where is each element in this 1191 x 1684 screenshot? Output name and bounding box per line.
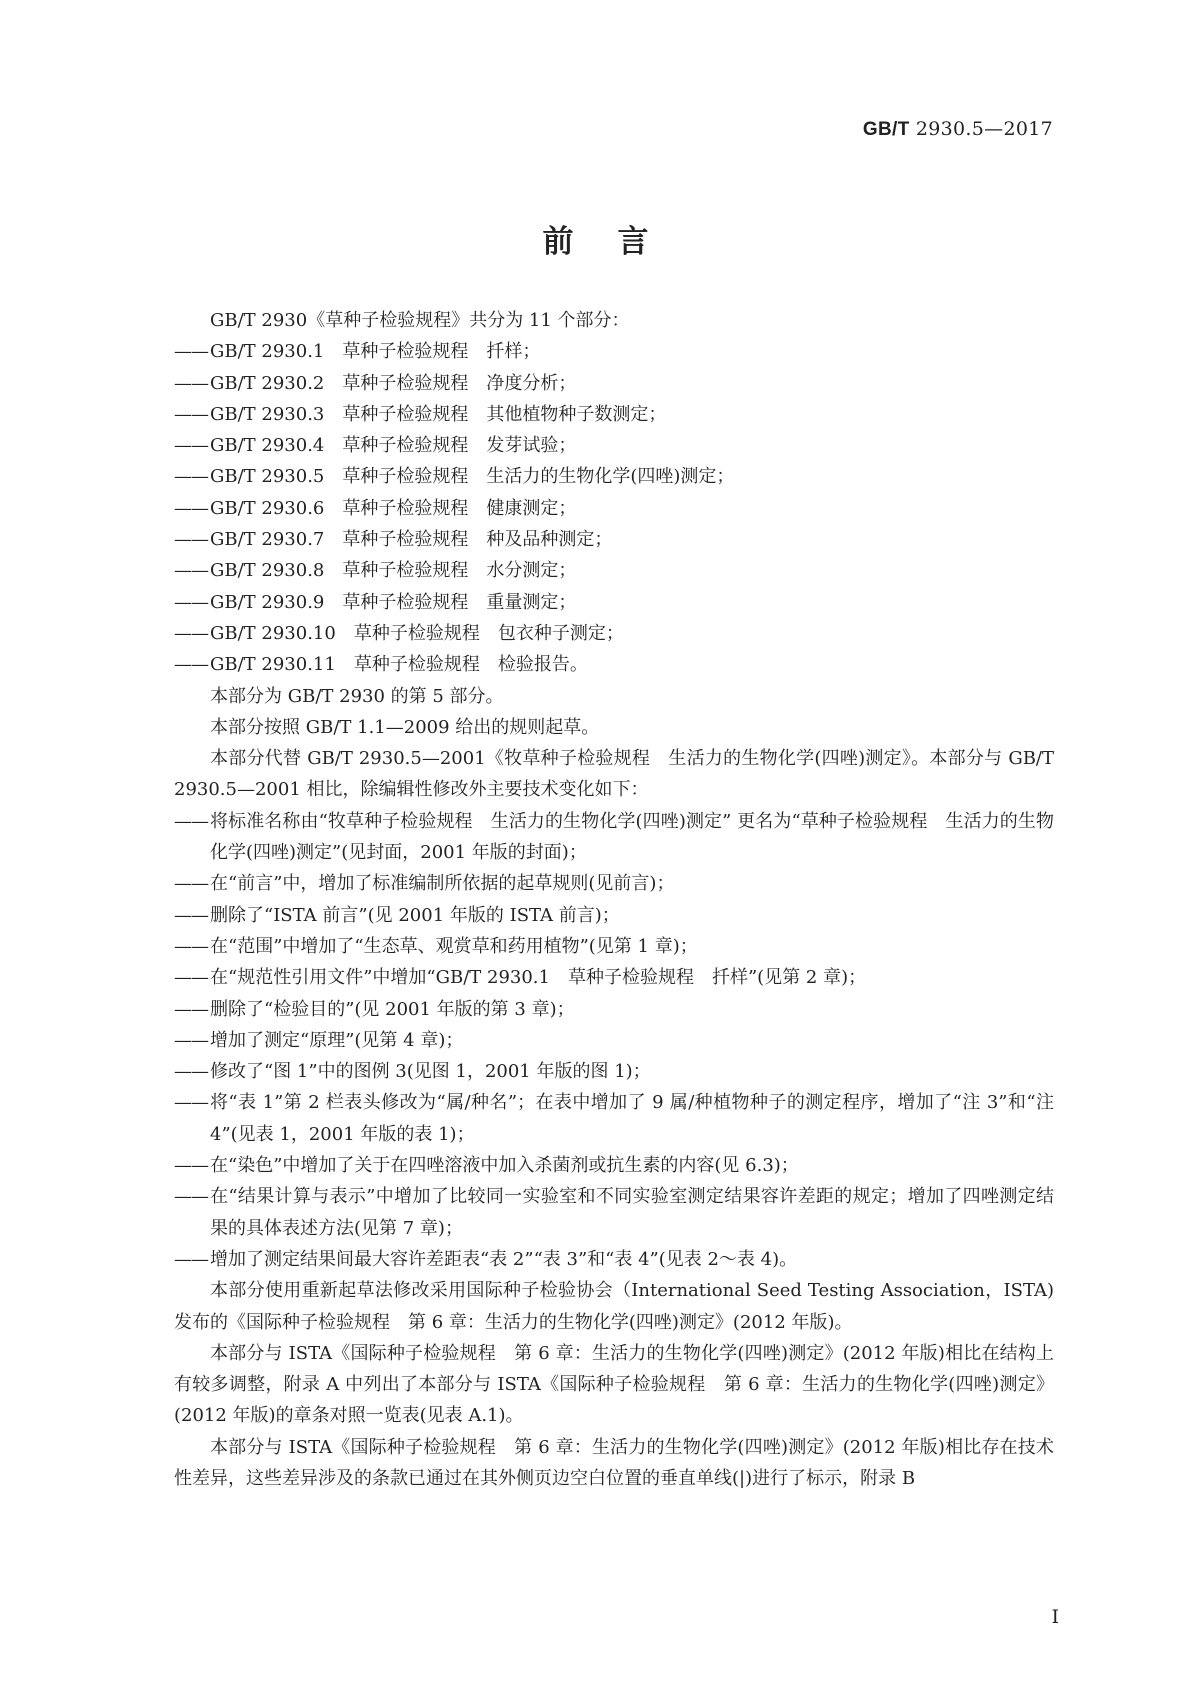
dash-mark: —— bbox=[174, 967, 208, 989]
dash-mark: —— bbox=[174, 654, 208, 676]
dash-mark: —— bbox=[174, 935, 208, 957]
dash-mark: —— bbox=[174, 622, 208, 644]
list-item: —— 在“范围”中增加了“生态草、观赏草和药用植物”(见第 1 章)； bbox=[174, 931, 1054, 962]
dash-mark: —— bbox=[174, 529, 208, 551]
foreword-body bbox=[174, 305, 1054, 1494]
intro-paragraph: GB/T 2930《草种子检验规程》共分为 11 个部分： bbox=[210, 310, 630, 331]
list-item: —— GB/T 2930.11 草种子检验规程 检验报告。 bbox=[174, 649, 1054, 680]
ista-structure-paragraph: 本部分与 ISTA《国际种子检验规程 第 6 章：生活力的生物化学(四唑)测定》(2012 年版)相比在结构上有较多调整，附录 A 中列出了本部分与 ISTA《国际种子检验规程 第 6 章：生活力的生物化学(四唑)测定》(2012 年版)的章条对照一览表(见表 A.1)。 bbox=[174, 1342, 1054, 1427]
dash-mark: —— bbox=[174, 1029, 208, 1051]
dash-mark: —— bbox=[174, 591, 208, 613]
list-item: —— GB/T 2930.9 草种子检验规程 重量测定； bbox=[174, 587, 1054, 618]
dash-mark: —— bbox=[174, 1248, 208, 1270]
dash-mark: —— bbox=[174, 810, 208, 832]
list-item: —— 增加了测定结果间最大容许差距表“表 2”“表 3”和“表 4”(见表 2～表 4)。 bbox=[174, 1244, 1054, 1275]
ista-adopt-paragraph: 本部分使用重新起草法修改采用国际种子检验协会（International Seed Testing Association，ISTA)发布的《国际种子检验规程 第 6 章：生活力的生物化学(四唑)测定》(2012 年版)。 bbox=[174, 1280, 1054, 1333]
list-item: —— 在“结果计算与表示”中增加了比较同一实验室和不同实验室测定结果容许差距的规定；增加了四唑测定结果的具体表述方法(见第 7 章)； bbox=[174, 1181, 1054, 1244]
list-item: —— 将标准名称由“牧草种子检验规程 生活力的生物化学(四唑)测定” 更名为“草种子检验规程 生活力的生物化学(四唑)测定”(见封面，2001 年版的封面)； bbox=[174, 806, 1054, 869]
parts-list bbox=[174, 336, 1054, 680]
dash-mark: —— bbox=[174, 560, 208, 582]
dash-mark: —— bbox=[174, 403, 208, 425]
dash-mark: —— bbox=[174, 998, 208, 1020]
list-item: —— 在“规范性引用文件”中增加“GB/T 2930.1 草种子检验规程 扦样”(见第 2 章)； bbox=[174, 962, 1054, 993]
replaces-paragraph: 本部分代替 GB/T 2930.5—2001《牧草种子检验规程 生活力的生物化学(四唑)测定》。本部分与 GB/T 2930.5—2001 相比，除编辑性修改外主要技术变化如下： bbox=[174, 748, 1054, 801]
dash-mark: —— bbox=[174, 341, 208, 363]
page-number: I bbox=[1051, 1606, 1059, 1628]
list-item: —— 删除了“ISTA 前言”(见 2001 年版的 ISTA 前言)； bbox=[174, 900, 1054, 931]
dash-mark: —— bbox=[174, 1061, 208, 1083]
rules-paragraph: 本部分按照 GB/T 1.1—2009 给出的规则起草。 bbox=[210, 716, 600, 738]
page-title: 前言 bbox=[542, 224, 693, 260]
list-item: —— GB/T 2930.7 草种子检验规程 种及品种测定； bbox=[174, 524, 1054, 555]
list-item: —— 将“表 1”第 2 栏表头修改为“属/种名”；在表中增加了 9 属/种植物种子的测定程序，增加了“注 3”和“注 4”(见表 1，2001 年版的表 1)； bbox=[174, 1087, 1054, 1150]
list-item: —— GB/T 2930.6 草种子检验规程 健康测定； bbox=[174, 493, 1054, 524]
dash-mark: —— bbox=[174, 372, 208, 394]
changes-list bbox=[174, 806, 1054, 1275]
dash-mark: —— bbox=[174, 904, 208, 926]
dash-mark: —— bbox=[174, 1092, 208, 1114]
list-item: —— GB/T 2930.4 草种子检验规程 发芽试验； bbox=[174, 430, 1054, 461]
ista-diff-paragraph: 本部分与 ISTA《国际种子检验规程 第 6 章：生活力的生物化学(四唑)测定》(2012 年版)相比存在技术性差异，这些差异涉及的条款已通过在其外侧页边空白位置的垂直单线(|)进行了标示，附录 B bbox=[174, 1436, 1054, 1489]
part-of-paragraph: 本部分为 GB/T 2930 的第 5 部分。 bbox=[210, 685, 504, 707]
list-item: —— GB/T 2930.10 草种子检验规程 包衣种子测定； bbox=[174, 618, 1054, 649]
list-item: —— GB/T 2930.3 草种子检验规程 其他植物种子数测定； bbox=[174, 399, 1054, 430]
list-item: —— GB/T 2930.5 草种子检验规程 生活力的生物化学(四唑)测定； bbox=[174, 461, 1054, 492]
list-item: —— GB/T 2930.8 草种子检验规程 水分测定； bbox=[174, 555, 1054, 586]
list-item: —— GB/T 2930.2 草种子检验规程 净度分析； bbox=[174, 368, 1054, 399]
dash-mark: —— bbox=[174, 497, 208, 519]
standard-code: GB/T bbox=[862, 119, 910, 140]
dash-mark: —— bbox=[174, 873, 208, 895]
list-item: —— 在“染色”中增加了关于在四唑溶液中加入杀菌剂或抗生素的内容(见 6.3)； bbox=[174, 1150, 1054, 1181]
dash-mark: —— bbox=[174, 1155, 208, 1177]
dash-mark: —— bbox=[174, 435, 208, 457]
standard-number: 2930.5—2017 bbox=[915, 118, 1053, 140]
dash-mark: —— bbox=[174, 466, 208, 488]
dash-mark: —— bbox=[174, 1186, 208, 1208]
list-item: —— 删除了“检验目的”(见 2001 年版的第 3 章)； bbox=[174, 994, 1054, 1025]
document-header bbox=[863, 118, 1053, 141]
list-item: —— GB/T 2930.1 草种子检验规程 扦样； bbox=[174, 336, 1054, 367]
list-item: —— 增加了测定“原理”(见第 4 章)； bbox=[174, 1025, 1054, 1056]
list-item: —— 在“前言”中，增加了标准编制所依据的起草规则(见前言)； bbox=[174, 868, 1054, 899]
list-item: —— 修改了“图 1”中的图例 3(见图 1，2001 年版的图 1)； bbox=[174, 1056, 1054, 1087]
